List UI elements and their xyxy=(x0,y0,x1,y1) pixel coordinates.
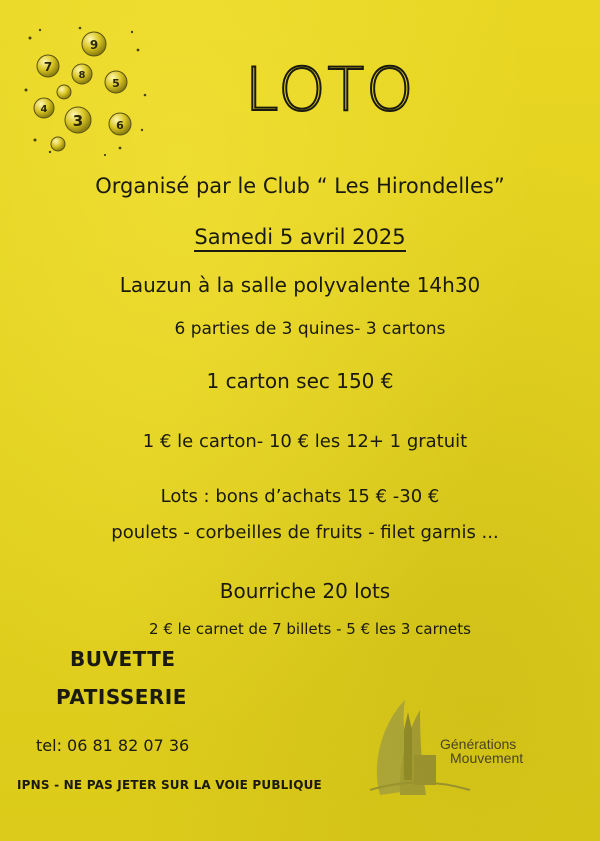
svg-text:5: 5 xyxy=(112,77,120,90)
event-date xyxy=(0,226,600,249)
carton-sec-prize: 1 carton sec 150 € xyxy=(206,369,394,393)
logo-line-1: Générations xyxy=(440,736,517,752)
ipns-notice: IPNS - NE PAS JETER SUR LA VOIE PUBLIQUE xyxy=(17,778,322,792)
event-date-text: Samedi 5 avril 2025 xyxy=(194,225,405,252)
svg-text:7: 7 xyxy=(43,60,53,74)
logo-line-2: Mouvement xyxy=(450,750,524,766)
svg-text:9: 9 xyxy=(89,38,99,52)
flyer-title: LOTO xyxy=(245,55,416,125)
svg-text:4: 4 xyxy=(40,104,48,115)
svg-text:6: 6 xyxy=(116,119,124,132)
buvette-label: BUVETTE xyxy=(70,647,176,671)
parties-info: 6 parties de 3 quines- 3 cartons xyxy=(174,319,446,339)
phone-number: tel: 06 81 82 07 36 xyxy=(36,736,190,755)
svg-text:3: 3 xyxy=(72,112,84,130)
generations-mouvement-logo-text xyxy=(440,737,523,765)
event-place: Lauzun à la salle polyvalente 14h30 xyxy=(119,273,481,297)
lottery-balls-icon xyxy=(20,20,150,160)
lots-details: poulets - corbeilles de fruits - filet garnis ... xyxy=(111,522,499,543)
carnet-prices: 2 € le carnet de 7 billets - 5 € les 3 carnets xyxy=(149,620,471,638)
patisserie-label: PATISSERIE xyxy=(56,685,187,709)
carton-prices: 1 € le carton- 10 € les 12+ 1 gratuit xyxy=(142,431,468,452)
bourriche-info: Bourriche 20 lots xyxy=(219,579,391,603)
lots-vouchers: Lots : bons d’achats 15 € -30 € xyxy=(160,486,440,507)
organizer-line: Organisé par le Club “ Les Hirondelles” xyxy=(95,174,505,198)
svg-text:8: 8 xyxy=(78,70,86,81)
